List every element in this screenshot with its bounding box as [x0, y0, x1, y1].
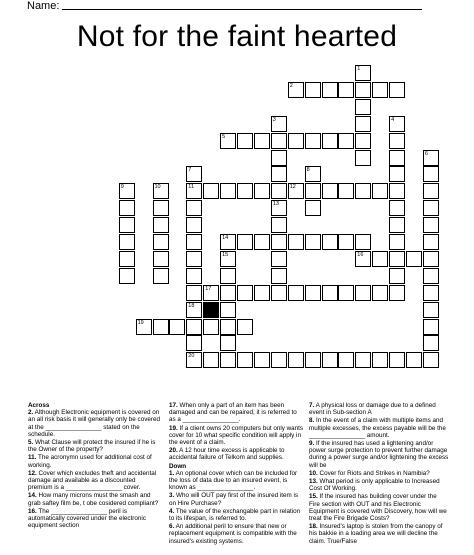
grid-cell[interactable] [406, 251, 422, 267]
clue-text: What Clause will protect the insured if he is the Owner of the property? [28, 439, 156, 454]
grid-cell[interactable] [237, 234, 253, 250]
grid-cell[interactable] [322, 234, 338, 250]
down-clue-list [169, 470, 304, 545]
clue-text: The value of the exchangable part in relation to its lifespan, is referred to. [169, 507, 301, 523]
clue-number: 3 [272, 116, 276, 123]
clue-number: 11 [188, 184, 195, 191]
clue-text: An additional peril to ensure that new or replacement equipment is compatible with the insured's existing systems. [169, 523, 297, 545]
grid-cell[interactable] [389, 217, 405, 233]
clue-text: Cover for Riots and Strikes in Namibia? [317, 469, 430, 477]
grid-cell[interactable] [338, 82, 354, 98]
grid-cell[interactable] [271, 116, 287, 132]
grid-cell[interactable] [372, 285, 388, 301]
grid-cell[interactable] [423, 150, 439, 166]
grid-cell[interactable] [305, 352, 321, 368]
grid-cell[interactable] [186, 335, 202, 351]
grid-cell[interactable] [389, 183, 405, 199]
grid-cell[interactable] [254, 234, 270, 250]
clue-number: 4. [169, 507, 175, 515]
grid-cell[interactable] [186, 166, 202, 182]
down-clue-list-continued [309, 402, 449, 545]
clue-number: 5. [28, 439, 34, 447]
down-clue-9 [309, 440, 449, 469]
grid-cell[interactable] [271, 285, 287, 301]
clue-text: A 12 hour time excess is applicable to accidental failure of Telkom and supplies. [169, 447, 285, 462]
grid-cell[interactable] [153, 251, 169, 267]
clue-text: When only a part of an item has been damaged and can be repaired, it is referred to as a ________________. [169, 402, 297, 424]
grid-cell[interactable] [186, 234, 202, 250]
grid-cell[interactable] [220, 251, 236, 267]
grid-cell[interactable] [220, 285, 236, 301]
clue-number: 16. [28, 507, 37, 515]
clue-number: 5 [222, 133, 226, 140]
across-clue-19 [169, 425, 304, 447]
grid-cell[interactable] [288, 133, 304, 149]
clue-text: A physical loss or damage due to a defined event in Sub-section A [309, 402, 436, 417]
grid-cell[interactable] [254, 352, 270, 368]
grid-cell[interactable] [355, 251, 371, 267]
clue-number: 17. [169, 402, 178, 409]
grid-cell[interactable] [423, 200, 439, 216]
clue-number: 12. [28, 469, 37, 477]
grid-cell[interactable] [153, 319, 169, 335]
down-clue-10 [309, 470, 449, 477]
grid-cell[interactable] [271, 251, 287, 267]
clue-number: 4 [391, 116, 395, 123]
clue-text: How many microns must the smash and grab saftey film be, t obe cosidered compliant? [28, 492, 159, 507]
clues-section [28, 402, 448, 552]
grid-cell[interactable] [271, 166, 287, 182]
grid-cell[interactable] [389, 150, 405, 166]
grid-cell[interactable] [119, 183, 135, 199]
grid-cell[interactable] [389, 82, 405, 98]
grid-cell[interactable] [203, 183, 219, 199]
down-clue-15 [309, 493, 449, 522]
grid-cell[interactable] [254, 285, 270, 301]
clue-number: 1. [169, 469, 175, 477]
grid-cell[interactable] [153, 200, 169, 216]
clue-number: 16 [357, 251, 364, 258]
grid-cell[interactable] [271, 268, 287, 284]
down-clue-8 [309, 417, 449, 439]
clue-text: The acronymn used for additional cost of working. [28, 454, 152, 469]
grid-cell[interactable] [355, 150, 371, 166]
clue-number: 15 [222, 251, 229, 258]
clue-number: 3. [169, 492, 175, 500]
clue-number: 14 [222, 235, 229, 241]
grid-cell[interactable] [322, 133, 338, 149]
grid-cell[interactable] [423, 217, 439, 233]
page-title: Not for the faint hearted [76, 20, 398, 53]
grid-cell[interactable] [355, 234, 371, 250]
clue-text: In the event of a claim with multiple items and multiple excesses, the excess payable will be the ________________ amount. [309, 417, 446, 439]
across-clue-5 [28, 439, 160, 453]
grid-cell[interactable] [220, 335, 236, 351]
grid-cell[interactable] [153, 183, 169, 199]
grid-cell[interactable] [186, 183, 202, 199]
grid-cell[interactable] [423, 251, 439, 267]
grid-cell[interactable] [271, 150, 287, 166]
grid-cell[interactable] [237, 319, 253, 335]
grid-cell[interactable] [423, 302, 439, 318]
across-clue-12 [28, 470, 160, 492]
grid-cell[interactable] [305, 285, 321, 301]
grid-cell[interactable] [237, 285, 253, 301]
across-clue-20 [169, 447, 304, 461]
across-clue-16 [28, 508, 160, 530]
clue-number: 18 [188, 302, 195, 309]
grid-cell[interactable] [355, 183, 371, 199]
grid-cell[interactable] [186, 200, 202, 216]
down-clue-7 [309, 402, 449, 416]
clue-text: Who will OUT pay first of the insured item is on Hire Purchase? [169, 492, 299, 507]
clue-number: 7. [309, 402, 315, 409]
across-clue-14 [28, 492, 160, 506]
grid-cell[interactable] [423, 352, 439, 368]
clue-number: 9. [309, 440, 315, 448]
down-heading: Down [169, 462, 187, 470]
clue-number: 7 [188, 167, 192, 174]
clue-number: 2 [289, 82, 293, 89]
grid-cell[interactable] [305, 166, 321, 182]
down-clue-13 [309, 478, 449, 492]
clue-number: 1 [357, 66, 361, 72]
grid-cell[interactable] [322, 82, 338, 98]
grid-cell[interactable] [271, 217, 287, 233]
grid-cell[interactable] [220, 352, 236, 368]
grid-cell[interactable] [389, 285, 405, 301]
grid-cell[interactable] [288, 183, 304, 199]
grid-cell[interactable] [186, 319, 202, 335]
clue-text: If the insured has used a lightening and/or power surge protection to prevent further damage during a power surge and/or lightening the excess will be [309, 440, 449, 469]
grid-cell[interactable] [220, 302, 236, 318]
clue-text: The ________________ peril is automatically covered under the electronic equipment section [28, 507, 146, 530]
clue-number: 14. [28, 492, 37, 500]
grid-cell[interactable] [305, 200, 321, 216]
clue-text: Although Electronic equipment is covered on an all risk basis it will generally only be covered at the ________________ stated on the schedule. [28, 409, 160, 438]
grid-cell[interactable] [220, 319, 236, 335]
grid-cell[interactable] [203, 285, 219, 301]
grid-cell[interactable] [423, 319, 439, 335]
grid-cell[interactable] [271, 200, 287, 216]
grid-cell[interactable] [389, 352, 405, 368]
grid-cell[interactable] [372, 82, 388, 98]
down-clue-6 [169, 523, 304, 545]
clue-number: 6. [169, 523, 175, 531]
grid-cell[interactable] [136, 319, 152, 335]
grid-cell[interactable] [322, 183, 338, 199]
grid-cell[interactable] [153, 217, 169, 233]
clue-text: If a client owns 20 computers but only wants cover for 10 what specific condition will apply in the event of a claim. [169, 424, 304, 447]
grid-cell[interactable] [338, 183, 354, 199]
grid-cell[interactable] [186, 251, 202, 267]
across-clue-list [28, 409, 160, 529]
grid-cell[interactable] [169, 319, 185, 335]
grid-cell[interactable] [355, 133, 371, 149]
grid-cell[interactable] [271, 234, 287, 250]
grid-cell[interactable] [423, 166, 439, 182]
grid-cell[interactable] [119, 234, 135, 250]
clue-number: 6 [424, 150, 428, 157]
grid-cell[interactable] [186, 285, 202, 301]
grid-cell[interactable] [305, 183, 321, 199]
grid-cell[interactable] [355, 65, 371, 81]
clue-number: 2. [28, 409, 34, 417]
grid-cell[interactable] [355, 285, 371, 301]
grid-cell[interactable] [237, 352, 253, 368]
grid-cell[interactable] [389, 166, 405, 182]
grid-cell[interactable] [271, 133, 287, 149]
clue-number: 10 [154, 184, 161, 191]
grid-cell[interactable] [423, 335, 439, 351]
grid-cell[interactable] [406, 352, 422, 368]
clue-text: Insured's laptop is stolen from the canopy of his bakkie in a loading area we will decline the claim. True/False [309, 523, 443, 545]
grid-cell[interactable] [338, 133, 354, 149]
grid-cell[interactable] [322, 352, 338, 368]
clue-number: 8 [306, 167, 310, 174]
grid-cell[interactable] [372, 183, 388, 199]
grid-cell[interactable] [119, 217, 135, 233]
down-clue-3 [169, 492, 304, 506]
grid-cell[interactable] [119, 251, 135, 267]
grid-cell[interactable] [355, 99, 371, 115]
grid-cell[interactable] [186, 268, 202, 284]
across-clue-2 [28, 409, 160, 438]
grid-cell[interactable] [271, 183, 287, 199]
grid-cell[interactable] [423, 234, 439, 250]
black-square [203, 302, 219, 318]
grid-cell[interactable] [186, 302, 202, 318]
grid-cell[interactable] [288, 352, 304, 368]
grid-cell[interactable] [254, 133, 270, 149]
grid-cell[interactable] [220, 234, 236, 250]
grid-cell[interactable] [338, 352, 354, 368]
grid-cell[interactable] [338, 234, 354, 250]
grid-cell[interactable] [389, 116, 405, 132]
down-clue-1 [169, 470, 304, 492]
grid-cell[interactable] [372, 352, 388, 368]
clue-number: 17 [205, 285, 212, 292]
grid-cell[interactable] [305, 133, 321, 149]
grid-cell[interactable] [119, 268, 135, 284]
grid-cell[interactable] [389, 234, 405, 250]
clue-text: If the insured has building cover under the Fire section with OUT and his Electronic Equipment is covered with Discovery, how will we treat the Fire Brigade Costs? [309, 493, 447, 523]
clue-number: 18. [309, 523, 318, 531]
grid-cell[interactable] [153, 268, 169, 284]
clue-number: 19. [169, 424, 178, 432]
clue-number: 15. [309, 493, 318, 501]
grid-cell[interactable] [372, 251, 388, 267]
grid-cell[interactable] [220, 133, 236, 149]
clues-column-1 [28, 402, 160, 530]
across-clue-17 [169, 402, 304, 424]
across-clue-list-continued [169, 402, 304, 462]
grid-cell[interactable] [271, 352, 287, 368]
grid-cell[interactable] [186, 352, 202, 368]
clue-text: An optional cover which can be included for the loss of data due to an insured event, is known as ________________. [169, 469, 298, 492]
grid-cell[interactable] [322, 285, 338, 301]
clue-number: 8. [309, 417, 315, 425]
grid-cell[interactable] [254, 183, 270, 199]
clue-text: What period is only applicable to Increased Cost Of Working. [309, 478, 440, 493]
grid-cell[interactable] [203, 319, 219, 335]
grid-cell[interactable] [288, 285, 304, 301]
grid-cell[interactable] [305, 82, 321, 98]
clue-number: 20. [169, 447, 178, 455]
across-clue-11 [28, 454, 160, 468]
clues-column-3 [309, 402, 449, 546]
grid-cell[interactable] [389, 251, 405, 267]
grid-cell[interactable] [355, 116, 371, 132]
grid-cell[interactable] [119, 200, 135, 216]
down-clue-18 [309, 523, 449, 545]
clue-number: 13 [272, 201, 279, 208]
grid-cell[interactable] [338, 285, 354, 301]
grid-cell[interactable] [203, 352, 219, 368]
grid-cell[interactable] [220, 268, 236, 284]
grid-cell[interactable] [305, 234, 321, 250]
grid-cell[interactable] [220, 183, 236, 199]
clue-text: Cover which excludes theft and accidental damage and available as a discounted premium is a ________________ cover. [28, 469, 157, 492]
clue-number: 11. [28, 454, 37, 462]
grid-cell[interactable] [288, 234, 304, 250]
across-heading: Across [28, 402, 50, 409]
clues-column-2 [169, 402, 304, 546]
clue-number: 13. [309, 478, 318, 486]
clue-number: 12 [289, 184, 296, 191]
grid-cell[interactable] [423, 268, 439, 284]
grid-cell[interactable] [389, 133, 405, 149]
grid-cell[interactable] [423, 285, 439, 301]
grid-cell[interactable] [355, 82, 371, 98]
name-label: Name: [27, 0, 60, 12]
grid-cell[interactable] [237, 183, 253, 199]
grid-cell[interactable] [423, 183, 439, 199]
grid-cell[interactable] [237, 133, 253, 149]
grid-cell[interactable] [355, 352, 371, 368]
grid-cell[interactable] [389, 200, 405, 216]
clue-number: 20 [188, 353, 195, 360]
clue-number: 10. [309, 469, 318, 477]
down-clue-4 [169, 508, 304, 522]
grid-cell[interactable] [389, 268, 405, 284]
grid-cell[interactable] [153, 234, 169, 250]
grid-cell[interactable] [288, 82, 304, 98]
grid-cell[interactable] [186, 217, 202, 233]
clue-number: 19 [137, 319, 144, 326]
clue-number: 9 [120, 184, 124, 191]
